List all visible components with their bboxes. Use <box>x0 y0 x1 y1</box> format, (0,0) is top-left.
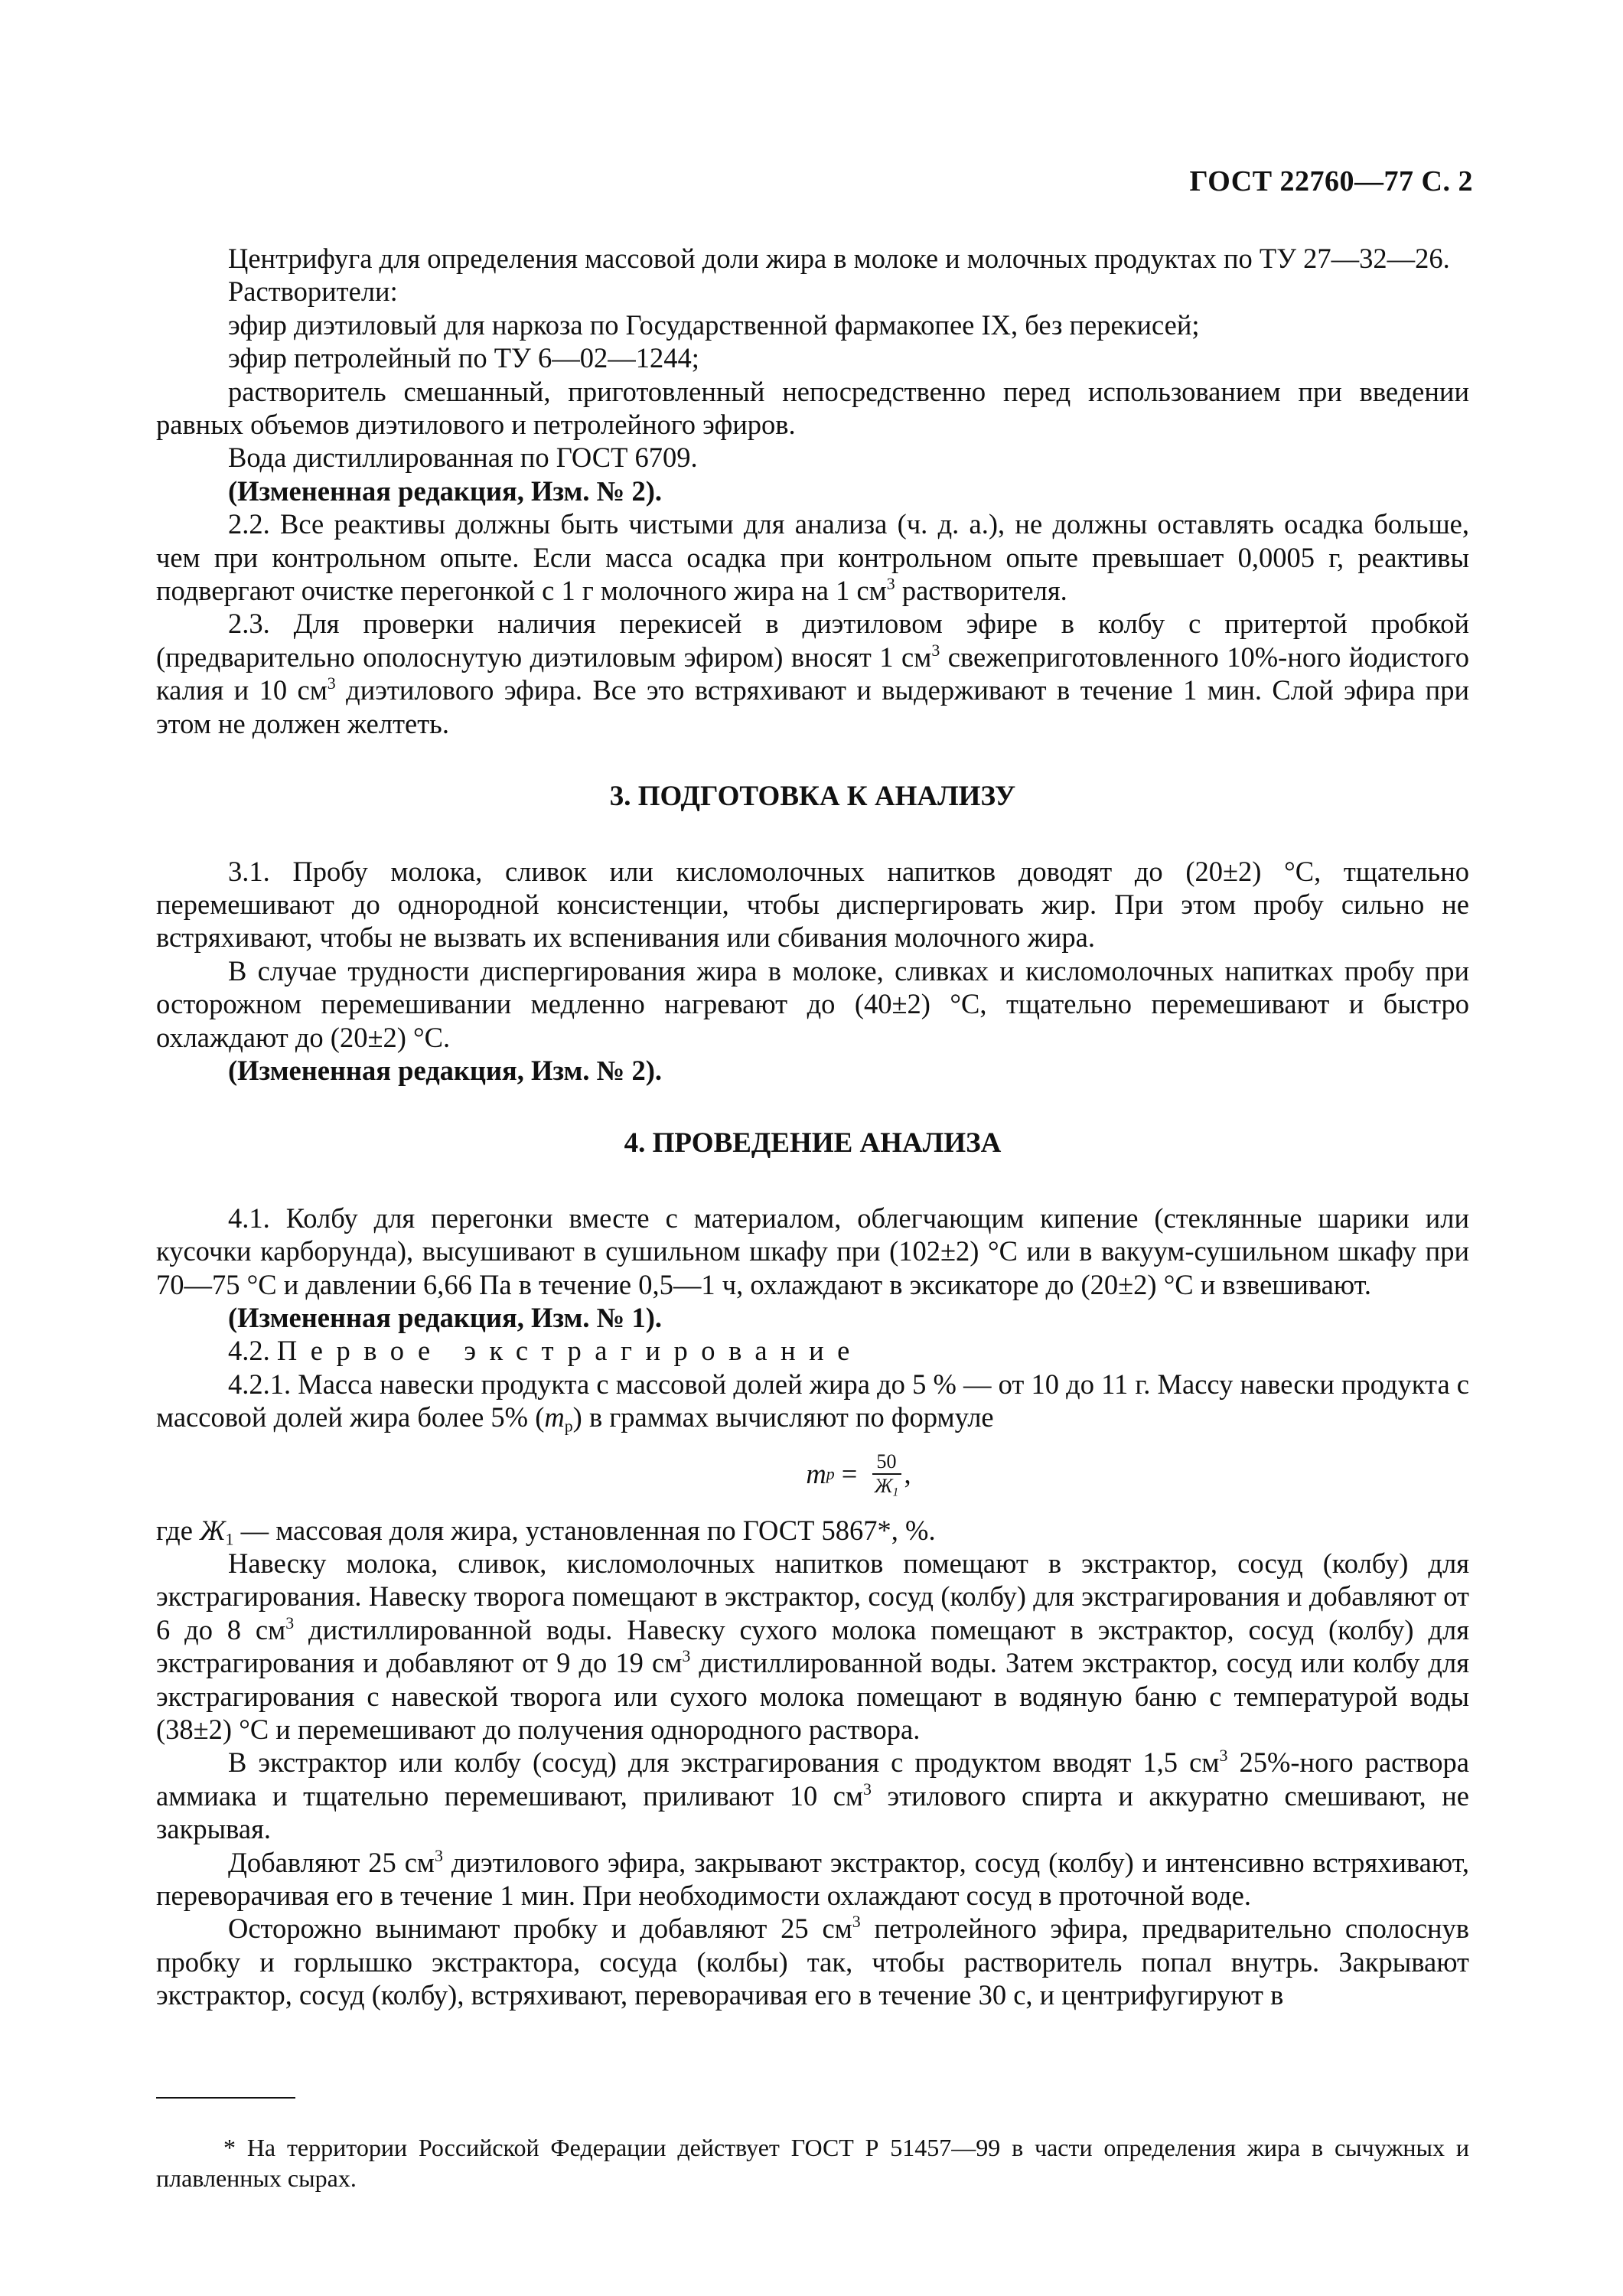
formula-comma: , <box>904 1457 911 1489</box>
page-header: ГОСТ 22760—77 С. 2 <box>1189 165 1473 197</box>
text-span: диэтилового эфира, закрывают экстрактор, сосуд (колбу) и интенсивно встряхивают, переворачивая его в течение 1 мин. При необходимости охлаждают сосуд в проточной воде. <box>156 1846 1469 1912</box>
text-span: растворителя. <box>895 575 1067 607</box>
text-span: диэтилового эфира. Все это встряхивают и выдерживают в течение 1 мин. Слой эфира при этом не должен желтеть. <box>156 674 1469 739</box>
paragraph-3-1: 3.1. Пробу молока, сливок или кисломолочных напитков доводят до (20±2) °С, тщательно перемешивают до однородной консистенции, чтобы диспергировать жир. При этом пробу сильно не встряхивают, чтобы не вызвать их вспенивания или сбивания молочного жира. <box>156 855 1469 954</box>
subscript: р <box>564 1416 573 1436</box>
footnote-divider <box>156 2097 295 2099</box>
paragraph-petroleum-add <box>156 1912 1469 2011</box>
text-span: петролейного эфира, предварительно сполоснув пробку и горлышко экстрактора, сосуда (колбы) так, чтобы растворитель попал внутрь. Закрывают экстрактор, сосуд (колбу), встряхивают, переворачивая его в течение 30 с, и центрифугируют в <box>156 1913 1469 2011</box>
text-span: 4.2. <box>228 1335 277 1367</box>
paragraph-2-3 <box>156 607 1469 740</box>
superscript: 3 <box>435 1845 443 1865</box>
document-body <box>156 242 1469 2012</box>
paragraph-3-1-cont: В случае трудности диспергирования жира в молоке, сливках и кисломолочных напитках пробу при осторожном перемешивании медленно нагревают до (40±2) °С, тщательно перемешивают и быстро охлаждают до (20±2) °С. <box>156 954 1469 1053</box>
fraction-denominator <box>875 1475 899 1498</box>
paragraph-sample-placement <box>156 1547 1469 1746</box>
formula-equals: = <box>834 1457 865 1489</box>
paragraph-diethyl-add <box>156 1846 1469 1913</box>
section-heading-4: 4. ПРОВЕДЕНИЕ АНАЛИЗА <box>624 1127 1002 1159</box>
section-heading-3: 3. ПОДГОТОВКА К АНАЛИЗУ <box>609 781 1016 813</box>
paragraph-diethyl-ether: эфир диэтиловый для наркоза по Государственной фармакопее IX, без перекисей; <box>228 308 1200 341</box>
superscript: 3 <box>863 1779 872 1799</box>
superscript: 3 <box>327 673 336 693</box>
text-span: Добавляют 25 см <box>228 1846 435 1878</box>
math-symbol: Ж <box>200 1514 226 1546</box>
paragraph-petroleum-ether: эфир петролейный по ТУ 6—02—1244; <box>228 342 699 374</box>
text-span: — массовая доля жира, установленная по ГОСТ 5867*, %. <box>233 1514 936 1546</box>
paragraph-solvents-label: Растворители: <box>228 276 398 308</box>
text-span: Ж <box>874 1474 893 1497</box>
subscript: 1 <box>892 1486 899 1499</box>
text-span: Осторожно вынимают пробку и добавляют 25 см <box>228 1913 852 1945</box>
fraction-numerator: 50 <box>872 1450 901 1475</box>
math-symbol: m <box>544 1401 565 1433</box>
paragraph-2-2 <box>156 507 1469 607</box>
paragraph-4-1: 4.1. Колбу для перегонки вместе с материалом, облегчающим кипение (стеклянные шарики или кусочки карборунда), высушивают в сушильном шкафу при (102±2) °С или в вакуум-сушильном шкафу при 70—75 °С и давлении 6,66 Па в течение 0,5—1 ч, охлаждают в эксикаторе до (20±2) °С и взвешивают. <box>156 1202 1469 1300</box>
text-span: этилового спирта и аккуратно смешивают, не закрывая. <box>156 1779 1469 1845</box>
text-span: 4.2.1. Масса навески продукта с массовой долей жира до 5 % — от 10 до 11 г. Массу навески продукта с массовой долей жира более 5% ( <box>156 1368 1469 1433</box>
superscript: 3 <box>886 573 895 593</box>
paragraph-distilled-water: Вода дистиллированная по ГОСТ 6709. <box>228 442 698 474</box>
footnote: * На территории Российской Федерации действует ГОСТ Р 51457—99 в части определения жира в сычужных и плавленных сырах. <box>156 2134 1469 2192</box>
text-span: В экстрактор или колбу (сосуд) для экстрагирования с продуктом вводят 1,5 см <box>228 1746 1220 1779</box>
text-span: свежеприготовленного 10%-ного йодистого калия и 10 см <box>156 641 1469 706</box>
formula-lhs: m <box>806 1457 826 1489</box>
formula-fraction <box>872 1450 901 1498</box>
formula: m р = $\frac{50}{Ж_1}$ , <box>806 1450 911 1499</box>
amendment-note: (Измененная редакция, Изм. № 2). <box>228 1054 662 1086</box>
superscript: 3 <box>852 1912 861 1932</box>
paragraph-mixed-solvent: растворитель смешанный, приготовленный непосредственно перед использованием при введении равных объемов диэтилового и петролейного эфиров. <box>156 375 1469 441</box>
amendment-note: (Измененная редакция, Изм. № 1). <box>228 1301 662 1333</box>
text-span: дистиллированной воды. Навеску сухого молока помещают в экстрактор, сосуд (колбу) для экстрагирования и добавляют от 9 до 19 см <box>156 1613 1469 1679</box>
text-span: 2.2. Все реактивы должны быть чистыми для анализа (ч. д. а.), не должны оставлять осадка больше, чем при контрольном опыте. Если масса осадка при контрольном опыте превышает 0,0005 г, реактивы подвергают очистке перегонкой с 1 г молочного жира на 1 см <box>156 508 1469 607</box>
paragraph-centrifuge: Центрифуга для определения массовой доли жира в молоке и молочных продуктах по ТУ 27—32—26. <box>228 243 1450 274</box>
paragraph-ammonia <box>156 1746 1469 1845</box>
superscript: 3 <box>285 1613 295 1632</box>
text-span: ) в граммах вычисляют по формуле <box>572 1401 994 1433</box>
text-span: где <box>156 1514 200 1546</box>
superscript: 3 <box>931 640 940 660</box>
formula-legend <box>156 1514 1469 1547</box>
text-span: 25%-ного раствора аммиака и тщательно перемешивают, приливают 10 см <box>156 1746 1469 1812</box>
paragraph-4-2-1 <box>156 1368 1469 1434</box>
text-span: Навеску молока, сливок, кисломолочных напитков помещают в экстрактор, сосуд (колбу) для экстрагирования. Навеску творога помещают в экстрактор, сосуд (колбу) для экстрагирования и добавляют от 6 до 8 см <box>156 1548 1469 1645</box>
subsection-title: Первое экстрагирование <box>276 1335 863 1367</box>
superscript: 3 <box>682 1645 691 1665</box>
text-span: 2.3. Для проверки наличия перекисей в диэтиловом эфире в колбу с притертой пробкой (предварительно ополоснутую диэтиловым эфиром) вносят 1 см <box>156 608 1469 673</box>
superscript: 3 <box>1219 1746 1228 1766</box>
text-span: дистиллированной воды. Затем экстрактор, сосуд или колбу для экстрагирования с навеской творога или сухого молока помещают в водяную баню с температурой воды (38±2) °С и перемешивают до получения однородного раствора. <box>156 1647 1469 1746</box>
paragraph-4-2 <box>156 1334 1469 1367</box>
subscript: 1 <box>225 1529 234 1549</box>
amendment-note: (Измененная редакция, Изм. № 2). <box>228 475 662 507</box>
